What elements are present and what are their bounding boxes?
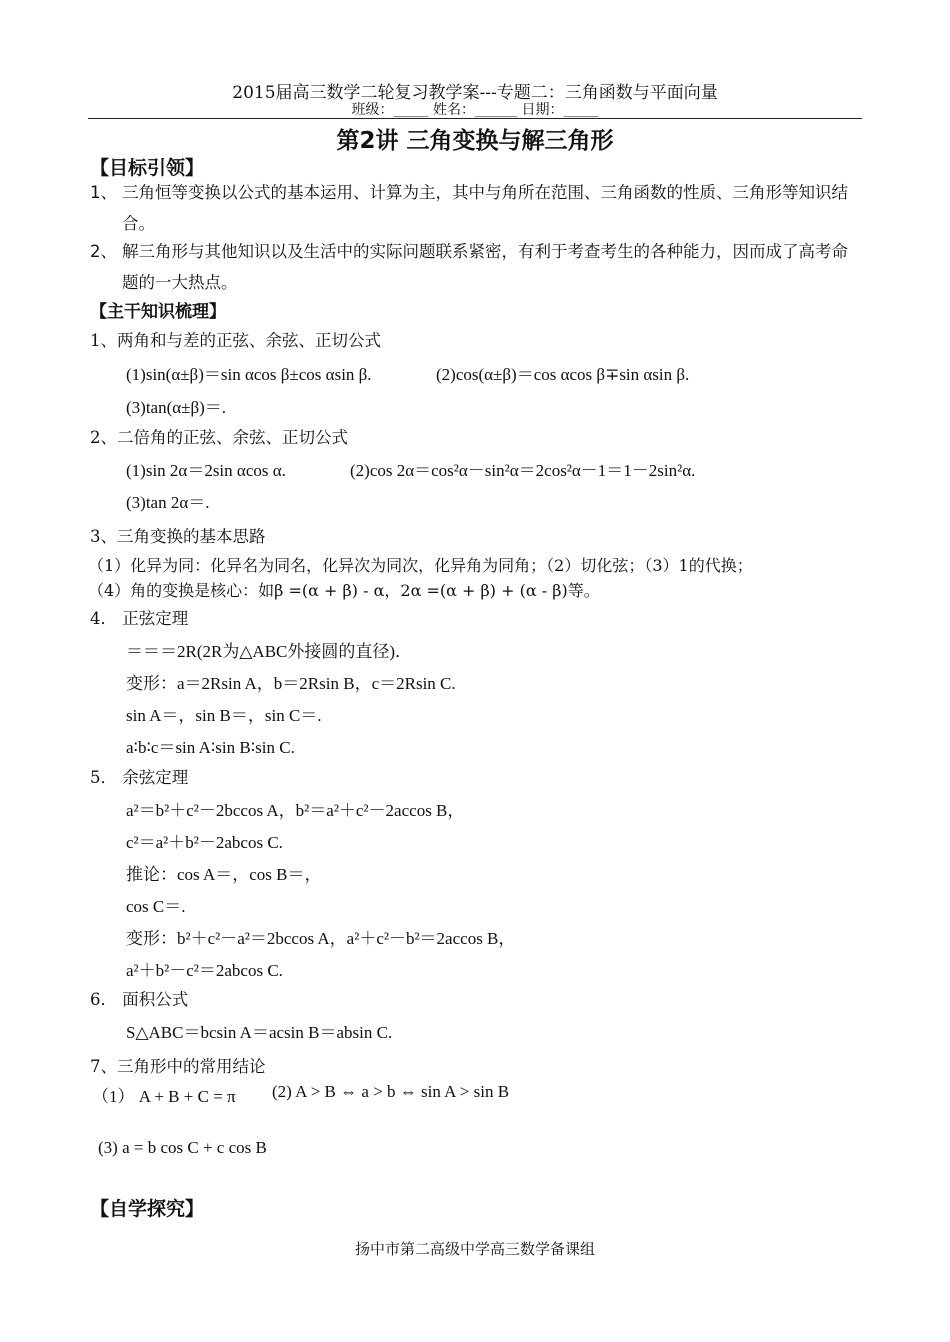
- header-info-line: 班级：_____ 姓名：______ 日期：_____: [351, 102, 599, 118]
- k2-title: 2、二倍角的正弦、余弦、正切公式: [90, 428, 348, 447]
- k2-formula-3: (3)tan 2α＝.: [126, 493, 210, 512]
- k2-formula-1: (1)sin 2α＝2sin αcos α.: [126, 461, 286, 480]
- goal-2-number: 2、: [90, 242, 117, 261]
- k4-line-4: a∶b∶c＝sin A∶sin B∶sin C.: [126, 738, 295, 757]
- k7-conclusion-3: (3) a = b cos C + c cos B: [98, 1138, 267, 1157]
- k5-line-6: a²＋b²－c²＝2abcos C.: [126, 961, 283, 980]
- goal-1-text: 三角恒等变换以公式的基本运用、计算为主，其中与角所在范围、三角函数的性质、三角形等知识结合。: [122, 183, 848, 233]
- goal-1-number: 1、: [90, 183, 117, 202]
- k3-line-1: （1）化异为同：化异名为同名，化异次为同次，化异角为同角；（2）切化弦；（3）1的代换；: [88, 556, 753, 575]
- k2-formula-2: (2)cos 2α＝cos²α－sin²α＝2cos²α－1＝1－2sin²α.: [350, 461, 696, 480]
- k3-line-2: （4）角的变换是核心：如β =(α + β) - α，2α =(α + β) + (α - β)等。: [88, 581, 600, 600]
- knowledge-heading: 【主干知识梳理】: [90, 302, 226, 322]
- k5-line-3: 推论：cos A＝，cos B＝，: [126, 865, 322, 884]
- k1-formula-3: (3)tan(α±β)＝.: [126, 398, 227, 417]
- k5-line-2: c²＝a²＋b²－2abcos C.: [126, 833, 283, 852]
- k7-conclusion-2: (2) A > B ⇔ a > b ⇔ sin A > sin B: [272, 1082, 510, 1101]
- k7-title: 7、三角形中的常用结论: [90, 1057, 266, 1076]
- k1-formula-2: (2)cos(α±β)＝cos αcos β∓sin αsin β.: [436, 365, 690, 384]
- k4-title: 4． 正弦定理: [90, 609, 189, 628]
- k5-title: 5． 余弦定理: [90, 768, 189, 787]
- header-rule: [88, 118, 862, 119]
- goals-heading: 【目标引领】: [90, 157, 205, 179]
- k3-title: 3、三角变换的基本思路: [90, 527, 266, 546]
- k5-line-1: a²＝b²＋c²－2bccos A，b²＝a²＋c²－2accos B，: [126, 801, 465, 820]
- k4-line-1: ＝＝＝2R(2R为△ABC外接圆的直径)．: [126, 642, 413, 661]
- k1-title: 1、两角和与差的正弦、余弦、正切公式: [90, 331, 381, 350]
- k4-line-2: 变形：a＝2Rsin A，b＝2Rsin B，c＝2Rsin C.: [126, 674, 456, 693]
- k6-title: 6． 面积公式: [90, 990, 189, 1009]
- self-study-heading: 【自学探究】: [90, 1198, 205, 1220]
- k4-line-3: sin A＝，sin B＝，sin C＝.: [126, 706, 322, 725]
- header-title: 2015届高三数学二轮复习教学案---专题二：三角函数与平面向量: [232, 83, 718, 103]
- footer: 扬中市第二高级中学高三数学备课组: [354, 1240, 595, 1258]
- k1-formula-1: (1)sin(α±β)＝sin αcos β±cos αsin β.: [126, 365, 372, 384]
- k5-line-4: cos C＝.: [126, 897, 186, 916]
- k7-conclusion-1: （1） A + B + C = π: [92, 1087, 236, 1106]
- goal-2-text: 解三角形与其他知识以及生活中的实际问题联系紧密，有利于考查考生的各种能力，因而成了高考命题的一大热点。: [122, 242, 848, 292]
- k5-line-5: 变形：b²＋c²－a²＝2bccos A，a²＋c²－b²＝2accos B，: [126, 929, 516, 948]
- lecture-title: 第2讲 三角变换与解三角形: [336, 128, 614, 154]
- k6-line-1: S△ABC＝bcsin A＝acsin B＝absin C.: [126, 1023, 393, 1042]
